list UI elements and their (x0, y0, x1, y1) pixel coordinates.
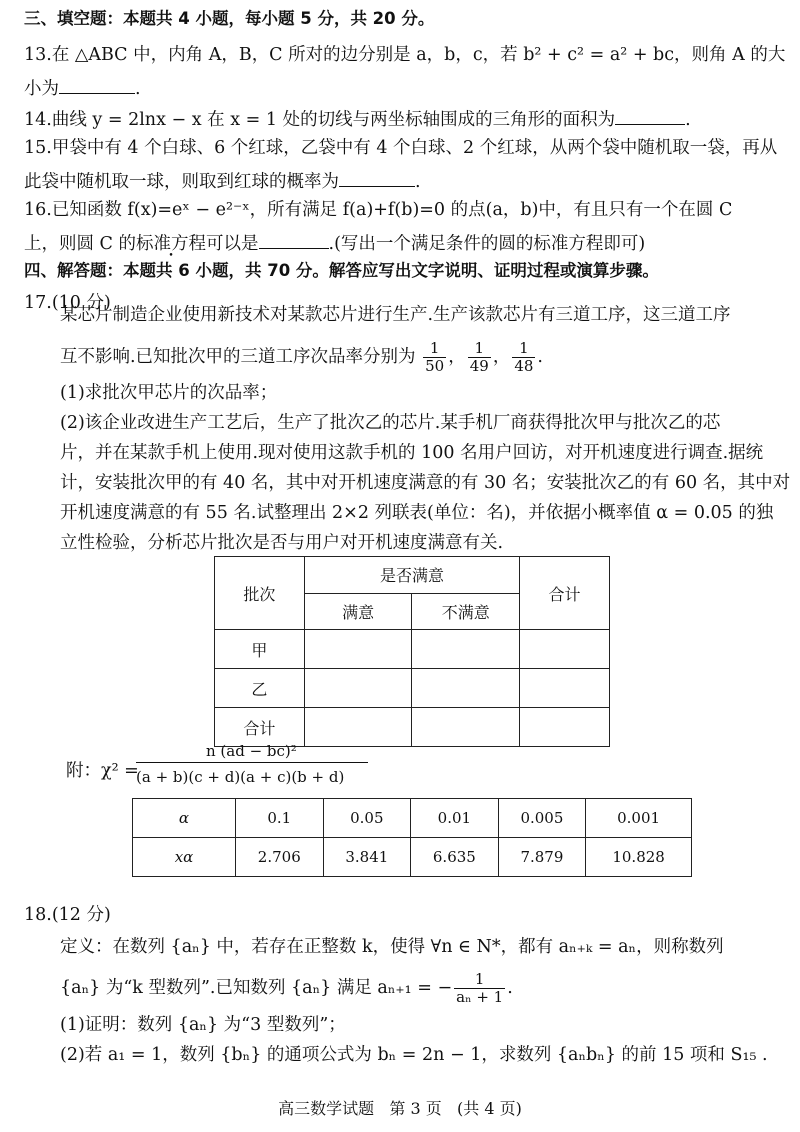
q17-part2-line5: 立性检验，分析芯片批次是否与用户对开机速度满意有关. (60, 533, 504, 553)
sep-2: ， (492, 347, 511, 367)
recurrence-fraction: $\frac{1}{\text{aₙ + 1}}$ (456, 970, 504, 1006)
q17-title: 17.(10 分) (24, 293, 111, 313)
section3-header: 三、填空题：本题共 4 小题，每小题 5 分，共 20 分。 (24, 9, 435, 28)
q18-def2 (60, 966, 513, 1010)
q16-line1: 16.已知函数 f(x)=eˣ − e²⁻ˣ，所有满足 f(a)+f(b)=0 的点(a，b)中，有且只有一个在圆 C (24, 200, 733, 220)
q15-answer-blank[interactable] (339, 168, 415, 187)
critical-value: 10.828 (586, 838, 692, 877)
cell-blank[interactable] (304, 630, 412, 669)
row-label-total: 合计 (215, 708, 305, 747)
q18-part2: (2)若 a₁ = 1，数列 {bₙ} 的通项公式为 bₙ = 2n − 1，求数列 {aₙbₙ} 的前 15 项和 S₁₅ . (60, 1045, 768, 1065)
cell-blank[interactable] (520, 669, 610, 708)
q15-line2-end: . (415, 172, 421, 192)
critical-value: 7.879 (498, 838, 586, 877)
row-label-jia: 甲 (215, 630, 305, 669)
q17-p2 (60, 337, 543, 377)
table-row (215, 669, 610, 708)
header-unsatisfied: 不满意 (412, 593, 520, 630)
alpha-value: 0.005 (498, 799, 586, 838)
q13-line2 (24, 75, 141, 100)
critical-value: 6.635 (411, 838, 499, 877)
critical-value: 3.841 (323, 838, 411, 877)
q16-line2 (24, 230, 645, 255)
formula-numerator: n (ad − bc)² (206, 742, 297, 760)
critical-value: 2.706 (236, 838, 324, 877)
q18-def2-end: . (507, 978, 513, 998)
header-satisfaction-group: 是否满意 (304, 557, 519, 594)
q16-line2-mid: 可以是 (206, 234, 259, 254)
q16-line2-text: 上，则圆 C 的 (24, 234, 137, 254)
row-label-yi: 乙 (215, 669, 305, 708)
q15-line1: 15.甲袋中有 4 个白球、6 个红球，乙袋中有 4 个白球、2 个红球，从两个袋中随机取一袋，再从 (24, 138, 778, 158)
q13-line1: 13.在 △ABC 中，内角 A，B，C 所对的边分别是 a，b，c，若 b² + c² = a² + bc，则角 A 的大 (24, 45, 786, 65)
q17-part2-line2: 片，并在某款手机上使用.现对使用这款手机的 100 名用户回访，对开机速度进行调查.据统 (60, 443, 764, 463)
q17-part2-line1: (2)该企业改进生产工艺后，生产了批次乙的芯片.某手机厂商获得批次甲与批次乙的芯 (60, 413, 721, 433)
q14-answer-blank[interactable] (615, 106, 685, 125)
table-row (215, 630, 610, 669)
header-batch: 批次 (215, 557, 305, 630)
q17-part2-line4: 开机速度满意的有 55 名.试整理出 2×2 列联表(单位：名)，并依据小概率值 α = 0.05 的独 (60, 503, 774, 523)
section4-header: 四、解答题：本题共 6 小题，共 70 分。解答应写出文字说明、证明过程或演算步骤。 (24, 261, 659, 280)
q16-emphasis: 标准方程 (136, 234, 207, 254)
q14-line1 (24, 106, 691, 131)
header-satisfied: 满意 (304, 593, 412, 630)
q13-line2-text: 小为 (24, 79, 59, 99)
formula-label: 附：χ² = (66, 761, 139, 781)
defect-rate-1: $\frac{1}{50}$ (425, 339, 445, 375)
defect-rate-2: $\frac{1}{49}$ (469, 339, 489, 375)
defect-rate-3: $\frac{1}{48}$ (514, 339, 534, 375)
alpha-value: 0.01 (411, 799, 499, 838)
header-total: 合计 (520, 557, 610, 630)
q17-p2-text: 互不影响.已知批次甲的三道工序次品率分别为 (60, 347, 416, 367)
alpha-value: 0.05 (323, 799, 411, 838)
q17-part2-line3: 计，安装批次甲的有 40 名，其中对开机速度满意的有 30 名；安装批次乙的有 60 名，其中对 (60, 473, 791, 493)
q17-p1: 某芯片制造企业使用新技术对某款芯片进行生产.生产该款芯片有三道工序，这三道工序 (60, 305, 731, 325)
cell-blank[interactable] (412, 669, 520, 708)
formula-denominator: (a + b)(c + d)(a + c)(b + d) (136, 768, 345, 786)
alpha-value: 0.001 (586, 799, 692, 838)
cell-blank[interactable] (520, 708, 610, 747)
q18-title: 18.(12 分) (24, 905, 111, 925)
q13-line2-end: . (135, 79, 141, 99)
q17-part1: (1)求批次甲芯片的次品率； (60, 383, 278, 403)
q18-def1: 定义：在数列 {aₙ} 中，若存在正整数 k，使得 ∀n ∈ N*，都有 aₙ₊ₖ = aₙ，则称数列 (60, 937, 724, 957)
formula-fraction-bar (136, 762, 368, 763)
q14-text: 14.曲线 y = 2lnx − x 在 x = 1 处的切线与两坐标轴围成的三角形的面积为 (24, 110, 616, 130)
cell-blank[interactable] (412, 630, 520, 669)
q14-end: . (685, 110, 691, 130)
alpha-label: α (133, 799, 236, 838)
q18-part1: (1)证明：数列 {aₙ} 为“3 型数列”； (60, 1015, 346, 1035)
critical-value-table (132, 798, 692, 877)
cell-blank[interactable] (412, 708, 520, 747)
contingency-table (214, 556, 610, 747)
q16-answer-blank[interactable] (259, 230, 329, 249)
q17-p2-end: . (537, 347, 543, 367)
sep-1: ， (448, 347, 466, 367)
x-alpha-label: xα (133, 838, 236, 877)
table-row (133, 799, 692, 838)
q16-line2-end: .(写出一个满足条件的圆的标准方程即可) (328, 234, 646, 254)
cell-blank[interactable] (304, 708, 412, 747)
page-footer: 高三数学试题 第 3 页 (共 4 页) (278, 1099, 522, 1118)
cell-blank[interactable] (520, 630, 610, 669)
q15-line2 (24, 168, 421, 193)
table-row (133, 838, 692, 877)
q18-def2-text: {aₙ} 为“k 型数列”.已知数列 {aₙ} 满足 aₙ₊₁ = − (60, 978, 453, 998)
q13-answer-blank[interactable] (59, 75, 135, 94)
alpha-value: 0.1 (236, 799, 324, 838)
cell-blank[interactable] (304, 669, 412, 708)
q15-line2-text: 此袋中随机取一球，则取到红球的概率为 (24, 172, 339, 192)
